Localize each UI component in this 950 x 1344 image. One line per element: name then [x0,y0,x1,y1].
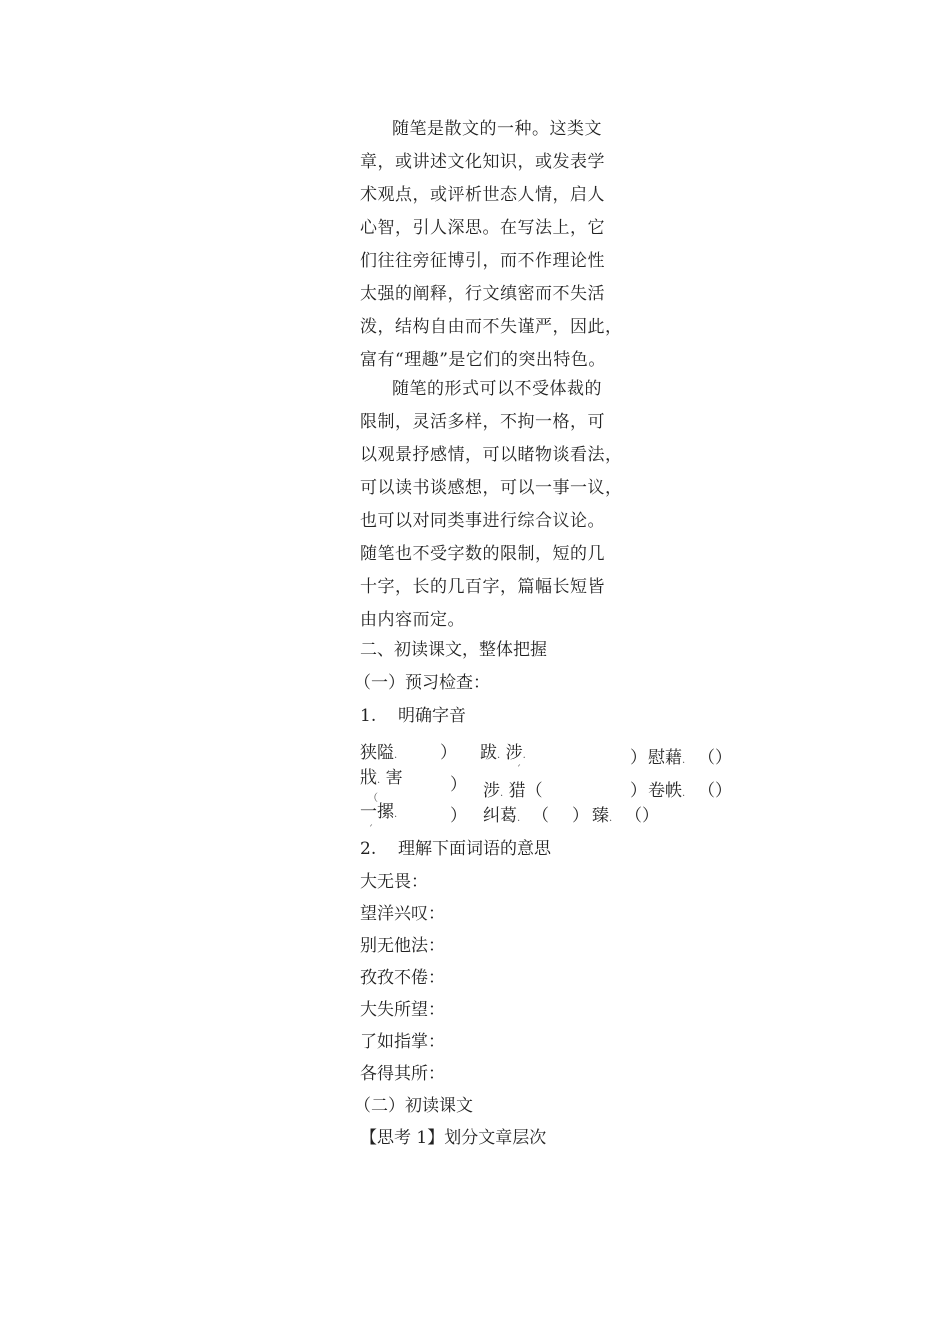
paragraph-line: 可以读书谈感想，可以一事一议， [360,478,623,498]
item-number: 2. [360,839,377,859]
word-jiuge: 纠葛. [483,806,521,826]
subsection-heading-reading: （二）初读课文 [354,1096,473,1116]
paragraph-line: 以观景抒感情，可以睹物谈看法， [360,445,623,465]
tick-mark: ˊ [516,765,521,776]
answer-paren: （） [625,806,659,826]
paragraph-line: 随笔是散文的一种。这类文 [392,119,602,139]
tick-mark: ˊ [368,825,373,836]
paragraph-line: 术观点，或评析世态人情，启人 [360,185,605,205]
paragraph-line: 章，或讲述文化知识，或发表学 [360,152,605,172]
paragraph-line: 们往往旁征博引，而不作理论性 [360,251,605,271]
paragraph-line: 随笔的形式可以不受体裁的 [392,379,602,399]
word-yiluo: 一摞. [360,802,398,822]
close-paren: ） [440,743,457,763]
paragraph-line: 富有“理趣”是它们的突出特色。 [360,350,606,370]
word-xiaai: 狭隘. [360,743,398,763]
term-line: 孜孜不倦： [360,968,445,988]
term-line: 望洋兴叹： [360,904,445,924]
paragraph-line: 也可以对同类事进行综合议论。 [360,511,605,531]
section-heading: 二、初读课文，整体把握 [360,640,547,660]
paragraph-line: 随笔也不受字数的限制，短的几 [360,544,605,564]
word-zhen: 臻. [592,806,613,826]
word-qianghai: 戕. 害 [360,768,403,788]
term-line: 大无畏： [360,872,428,892]
item-label: 明确字音 [398,706,466,726]
paragraph-line: 由内容而定。 [360,610,465,630]
term-line: 大失所望： [360,1000,445,1020]
answer-paren: （） [698,748,732,768]
open-paren: （ [532,806,549,826]
close-paren: ） [450,775,467,795]
close-paren: ） [630,781,647,801]
open-paren: （ [368,793,378,804]
paragraph-line: 限制，灵活多样，不拘一格，可 [360,412,605,432]
word-bashe: 跋. 涉. [480,743,526,763]
paragraph-line: 泼，结构自由而不失谨严，因此， [360,317,623,337]
answer-paren: （） [698,781,732,801]
term-line: 别无他法： [360,936,445,956]
paragraph-line: 十字，长的几百字，篇幅长短皆 [360,577,605,597]
item-number: 1. [360,706,377,726]
word-shelie: 涉. 猎（ [483,781,543,801]
close-paren: ） [572,806,589,826]
term-line: 了如指掌： [360,1032,445,1052]
subsection-heading-preview: （一）预习检查： [354,673,490,693]
paragraph-line: 心智，引人深思。在写法上，它 [360,218,605,238]
thinking-prompt: 【思考 1】划分文章层次 [360,1128,547,1148]
close-paren: ） [630,748,647,768]
paragraph-line: 太强的阐释，行文缜密而不失活 [360,284,605,304]
word-weijie: 慰藉. [648,748,686,768]
item-label: 理解下面词语的意思 [398,839,551,859]
term-line: 各得其所： [360,1064,445,1084]
word-juanzhi: 卷帙. [648,781,686,801]
close-paren: ） [450,806,467,826]
